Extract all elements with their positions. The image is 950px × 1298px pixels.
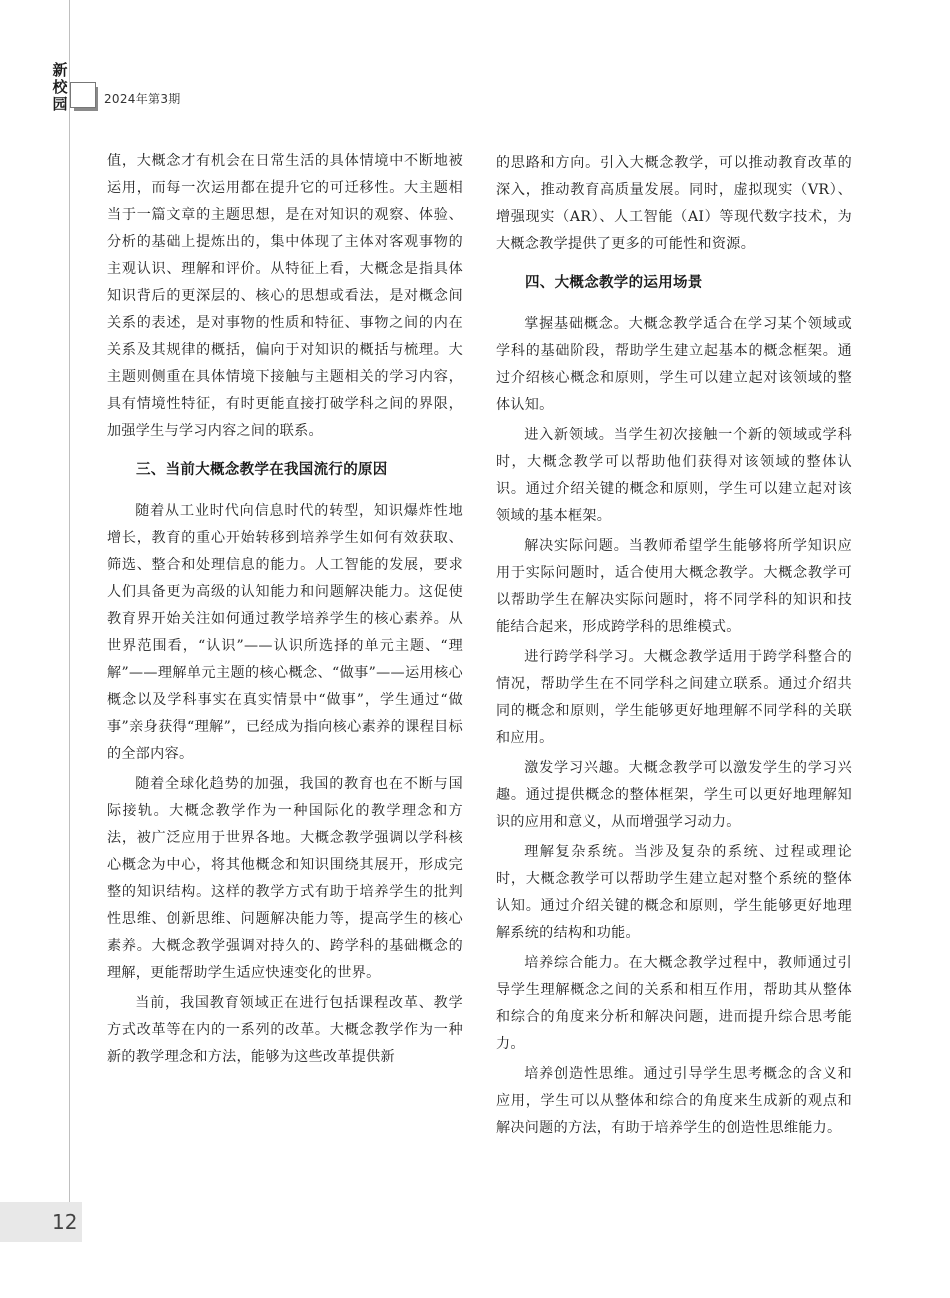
paragraph: 理解复杂系统。当涉及复杂的系统、过程或理论时，大概念教学可以帮助学生建立起对整个系统的整体认知。通过介绍关键的概念和原则，学生能够更好地理解系统的结构和功能。 (496, 844, 852, 941)
masthead-char-2: 校 (52, 78, 68, 96)
issue-label: 2024年第3期 (104, 92, 181, 106)
paragraph: 随着全球化趋势的加强，我国的教育也在不断与国际接轨。大概念教学作为一种国际化的教学理念和方法，被广泛应用于世界各地。大概念教学强调以学科核心概念为中心，将其他概念和知识围绕其展开，形成完整的知识结构。这样的教学方式有助于培养学生的批判性思维、创新思维、问题解决能力等，提高学生的核心素养。大概念教学强调对持久的、跨学科的基础概念的理解，更能帮助学生适应快速变化的世界。 (107, 776, 463, 981)
masthead-char-1: 新 (52, 61, 68, 79)
paragraph: 培养创造性思维。通过引导学生思考概念的含义和应用，学生可以从整体和综合的角度来生成新的观点和解决问题的方法，有助于培养学生的创造性思维能力。 (496, 1066, 852, 1136)
paragraph: 的思路和方向。引入大概念教学，可以推动教育改革的深入，推动教育高质量发展。同时，虚拟现实（VR）、增强现实（AR）、人工智能（AI）等现代数字技术，为大概念教学提供了更多的可能性和资源。 (496, 155, 852, 252)
section-heading-4: 四、大概念教学的运用场景 (525, 275, 703, 291)
paragraph: 掌握基础概念。大概念教学适合在学习某个领域或学科的基础阶段，帮助学生建立起基本的概念框架。通过介绍核心概念和原则，学生可以建立起对该领域的整体认知。 (496, 316, 852, 413)
right-column (496, 150, 852, 1142)
paragraph: 值，大概念才有机会在日常生活的具体情境中不断地被运用，而每一次运用都在提升它的可迁移性。大主题相当于一篇文章的主题思想，是在对知识的观察、体验、分析的基础上提炼出的，集中体现了主体对客观事物的主观认识、理解和评价。从特征上看，大概念是指具体知识背后的更深层的、核心的思想或看法，是对概念间关系的表述，是对事物的性质和特征、事物之间的内在关系及其规律的概括，偏向于对知识的概括与梳理。大主题则侧重在具体情境下接触与主题相关的学习内容，具有情境性特征，有时更能直接打破学科之间的界限，加强学生与学习内容之间的联系。 (107, 153, 463, 439)
paragraph: 当前，我国教育领域正在进行包括课程改革、教学方式改革等在内的一系列的改革。大概念教学作为一种新的教学理念和方法，能够为这些改革提供新 (107, 995, 463, 1065)
paragraph: 进入新领域。当学生初次接触一个新的领域或学科时，大概念教学可以帮助他们获得对该领域的整体认识。通过介绍关键的概念和原则，学生可以建立起对该领域的基本框架。 (496, 427, 852, 524)
left-column (107, 148, 463, 1071)
paragraph: 培养综合能力。在大概念教学过程中，教师通过引导学生理解概念之间的关系和相互作用，帮助其从整体和综合的角度来分析和解决问题，进而提升综合思考能力。 (496, 955, 852, 1052)
masthead-char-3: 园 (52, 95, 68, 113)
paragraph: 进行跨学科学习。大概念教学适用于跨学科整合的情况，帮助学生在不同学科之间建立联系。通过介绍共同的概念和原则，学生能够更好地理解不同学科的关联和应用。 (496, 649, 852, 746)
paragraph: 解决实际问题。当教师希望学生能够将所学知识应用于实际问题时，适合使用大概念教学。大概念教学可以帮助学生在解决实际问题时，将不同学科的知识和技能结合起来，形成跨学科的思维模式。 (496, 538, 852, 635)
paragraph: 激发学习兴趣。大概念教学可以激发学生的学习兴趣。通过提供概念的整体框架，学生可以更好地理解知识的应用和意义，从而增强学习动力。 (496, 760, 852, 830)
journal-masthead (51, 62, 69, 113)
left-margin-rule (69, 0, 70, 1222)
issue-square-icon (70, 82, 98, 110)
page-number: 12 (52, 1210, 78, 1234)
section-heading-3: 三、当前大概念教学在我国流行的原因 (136, 462, 388, 478)
paragraph: 随着从工业时代向信息时代的转型，知识爆炸性地增长，教育的重心开始转移到培养学生如何有效获取、筛选、整合和处理信息的能力。人工智能的发展，要求人们具备更为高级的认知能力和问题解决能力。这促使教育界开始关注如何通过教学培养学生的核心素养。从世界范围看，“认识”——认识所选择的单元主题、“理解”——理解单元主题的核心概念、“做事”——运用核心概念以及学科事实在真实情景中“做事”，学生通过“做事”亲身获得“理解”，已经成为指向核心素养的课程目标的全部内容。 (107, 503, 463, 762)
